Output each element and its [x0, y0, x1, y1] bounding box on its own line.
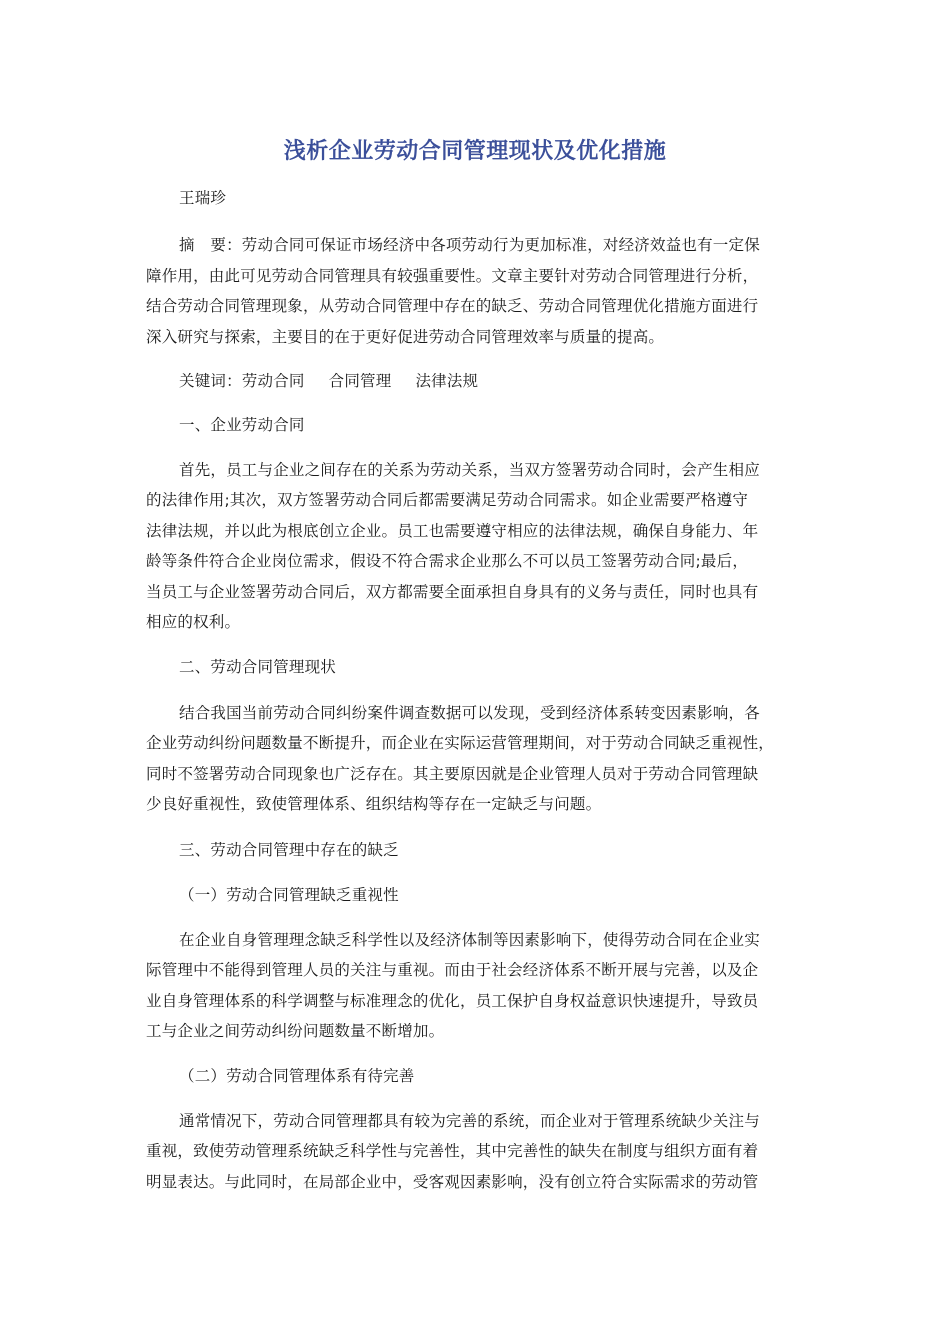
paragraph-line: 相应的权利。: [146, 613, 241, 631]
paragraph-line: 少良好重视性，致使管理体系、组织结构等存在一定缺乏与问题。: [146, 795, 602, 813]
abstract-line: 结合劳动合同管理现象，从劳动合同管理中存在的缺乏、劳动合同管理优化措施方面进行: [146, 297, 759, 315]
paragraph-line: 龄等条件符合企业岗位需求，假设不符合需求企业那么不可以员工签署劳动合同;最后，: [146, 552, 749, 570]
paragraph-line: 明显表达。与此同时，在局部企业中，受客观因素影响，没有创立符合实际需求的劳动管: [146, 1173, 759, 1191]
keyword: 合同管理: [328, 372, 392, 390]
paragraph-line: 工与企业之间劳动纠纷问题数量不断增加。: [146, 1022, 445, 1040]
subsection-heading: （一）劳动合同管理缺乏重视性: [179, 886, 399, 904]
keyword: 劳动合同: [241, 372, 305, 390]
keywords-line: [179, 371, 839, 391]
section-heading: 三、劳动合同管理中存在的缺乏: [179, 841, 399, 859]
paragraph-line: 当员工与企业签署劳动合同后，双方都需要全面承担自身具有的义务与责任，同时也具有: [146, 583, 759, 601]
paragraph-line: 际管理中不能得到管理人员的关注与重视。而由于社会经济体系不断开展与完善，以及企: [146, 961, 759, 979]
paragraph-line: 同时不签署劳动合同现象也广泛存在。其主要原因就是企业管理人员对于劳动合同管理缺: [146, 765, 759, 783]
paragraph-line: 重视，致使劳动管理系统缺乏科学性与完善性，其中完善性的缺失在制度与组织方面有着: [146, 1142, 759, 1160]
section-heading: 一、企业劳动合同: [179, 416, 305, 434]
keyword: 法律法规: [415, 372, 479, 390]
paragraph-line: 结合我国当前劳动合同纠纷案件调查数据可以发现，受到经济体系转变因素影响，各: [179, 704, 760, 722]
subsection-heading: （二）劳动合同管理体系有待完善: [179, 1067, 415, 1085]
paragraph-line: 业自身管理体系的科学调整与标准理念的优化，员工保护自身权益意识快速提升，导致员: [146, 992, 759, 1010]
keywords-label: 关键词：: [179, 372, 242, 390]
paragraph-line: 的法律作用;其次，双方签署劳动合同后都需要满足劳动合同需求。如企业需要严格遵守: [146, 491, 749, 509]
section-heading: 二、劳动合同管理现状: [179, 658, 337, 676]
paragraph-line: 法律法规，并以此为根底创立企业。员工也需要遵守相应的法律法规，确保自身能力、年: [146, 522, 759, 540]
abstract-line: 障作用，由此可见劳动合同管理具有较强重要性。文章主要针对劳动合同管理进行分析，: [146, 267, 759, 285]
paragraph-line: 首先，员工与企业之间存在的关系为劳动关系，当双方签署劳动合同时，会产生相应: [179, 461, 760, 479]
paragraph-line: 通常情况下，劳动合同管理都具有较为完善的系统，而企业对于管理系统缺少关注与: [179, 1112, 760, 1130]
abstract-line: 深入研究与探索，主要目的在于更好促进劳动合同管理效率与质量的提高。: [146, 328, 665, 346]
paragraph-line: 企业劳动纠纷问题数量不断提升，而企业在实际运营管理期间，对于劳动合同缺乏重视性，: [146, 734, 775, 752]
author-name: 王瑞珍: [179, 189, 227, 207]
paragraph-line: 在企业自身管理理念缺乏科学性以及经济体制等因素影响下，使得劳动合同在企业实: [179, 931, 760, 949]
abstract-line: 摘 要：劳动合同可保证市场经济中各项劳动行为更加标准，对经济效益也有一定保: [179, 236, 760, 254]
document-title: 浅析企业劳动合同管理现状及优化措施: [283, 139, 667, 164]
